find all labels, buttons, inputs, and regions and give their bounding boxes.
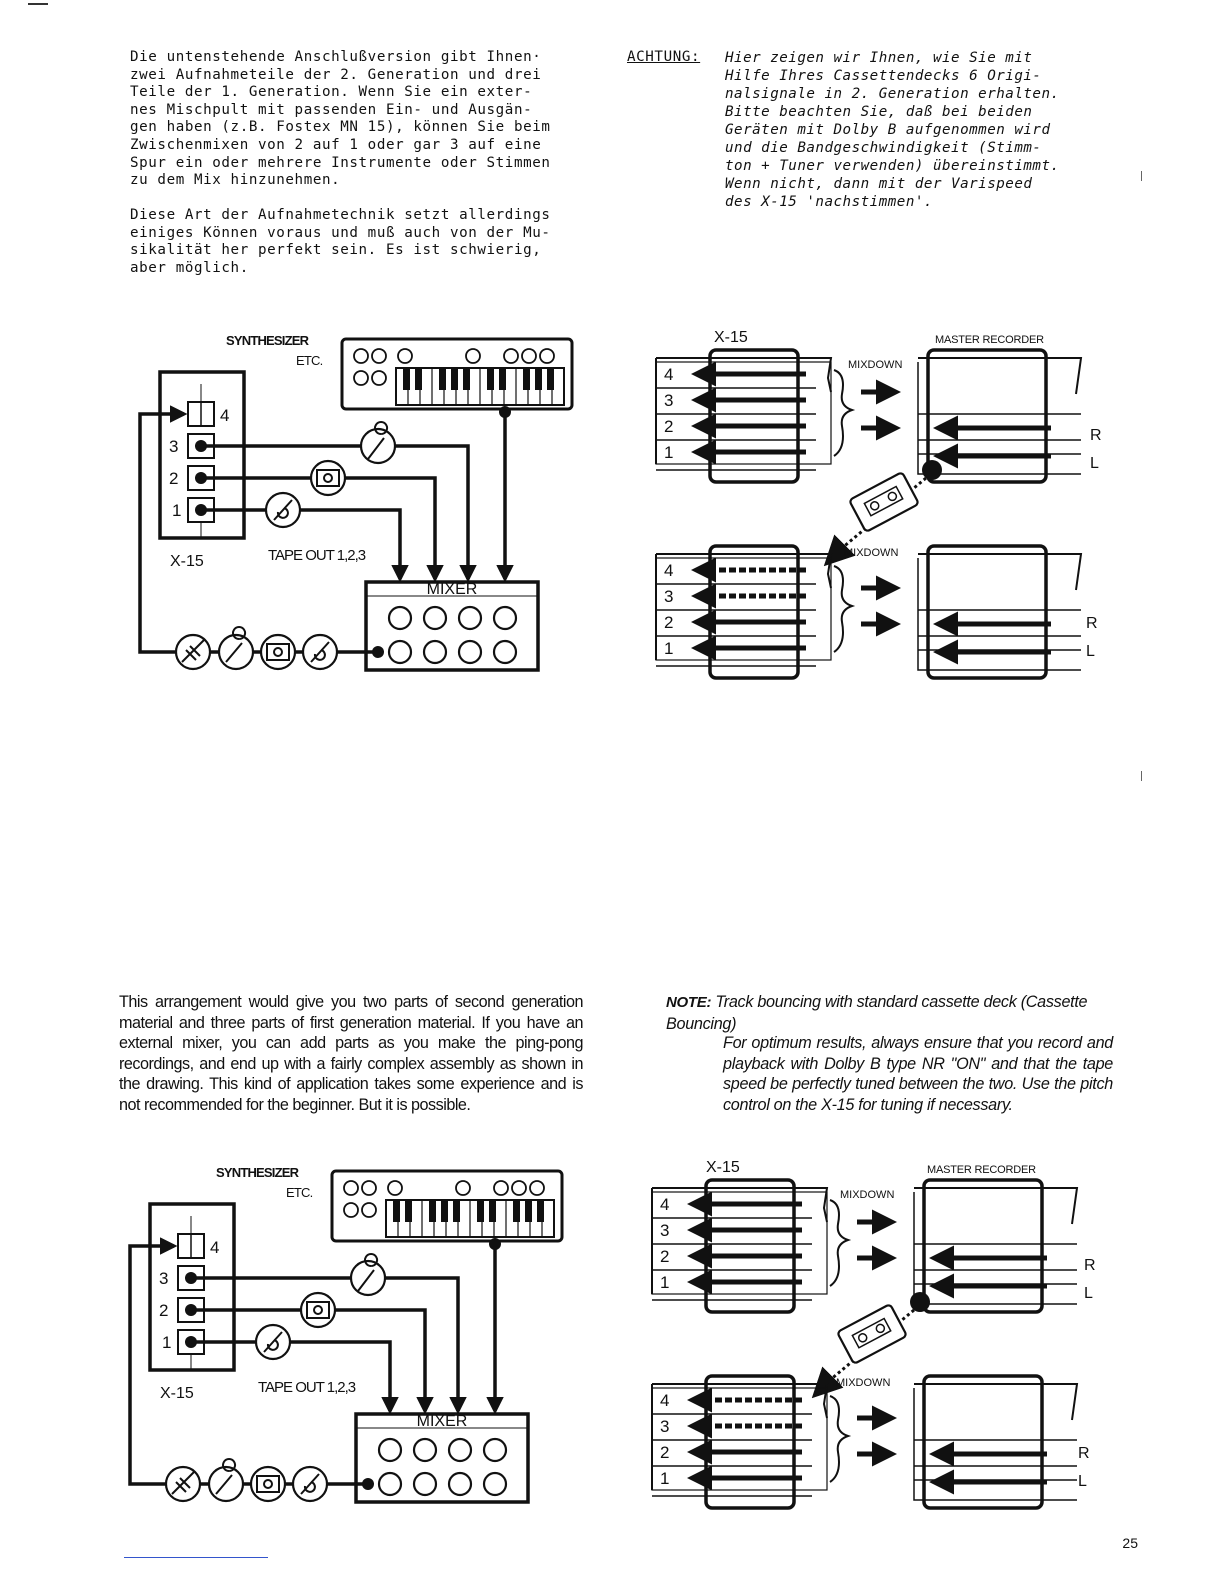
corner-mark — [28, 3, 48, 5]
track-3-label: 3 — [159, 1269, 169, 1288]
tape-out-label: TAPE OUT 1,2,3 — [268, 547, 366, 564]
english-note-title: Track bouncing with standard cassette deck (Cassette Bouncing) — [666, 993, 1088, 1033]
track-4-label: 4 — [220, 406, 230, 425]
wiring-diagram-top — [128, 334, 588, 684]
synth-label: SYNTHESIZER — [226, 333, 309, 348]
track-4-label: 4 — [210, 1238, 220, 1257]
english-paragraph: This arrangement would give you two parts of second generation material and three parts of first generation material. If you have an external mixer, you can add parts as you make the ping-pong recordings, and end up with a fairly complex assembly as shown in the drawing. This kind of application takes some experience and is not recommended for the beginner. But it is possible. — [119, 993, 583, 1114]
tape-out-label: TAPE OUT 1,2,3 — [258, 1379, 356, 1396]
track-2-label: 2 — [169, 469, 179, 488]
wiring-diagram-bottom — [118, 1166, 578, 1516]
track-2-label: 2 — [159, 1301, 169, 1320]
english-note — [666, 992, 1114, 1034]
track-1-label: 1 — [162, 1333, 172, 1352]
track-4: 4 — [660, 1391, 670, 1410]
channel-r: R — [1090, 427, 1102, 444]
etc-label: ETC. — [286, 1185, 313, 1200]
track-2: 2 — [664, 613, 674, 632]
deck-label: X-15 — [170, 553, 204, 570]
german-note-text: Hier zeigen wir Ihnen, wie Sie mit Hilfe Ihres Cassettendecks 6 Origi- nalsignale in 2. Generation erhalten. Bitte beachten Sie, daß bei beiden Geräten mit Dolby B aufgenommen wird und die Bandgeschwindigkeit (Stimm- ton + Tuner verwenden) übereinstimmt. Wenn nicht, dann mit der Varispeed des X-15 'nachstimmen'. — [725, 50, 1060, 210]
deck-label: X-15 — [160, 1385, 194, 1402]
track-3: 3 — [664, 587, 674, 606]
track-2: 2 — [660, 1443, 670, 1462]
track-3-label: 3 — [169, 437, 179, 456]
mixer-label: MIXER — [416, 1413, 468, 1430]
track-1: 1 — [664, 443, 674, 462]
etc-label: ETC. — [296, 353, 323, 368]
channel-r: R — [1084, 1257, 1096, 1274]
channel-r: R — [1078, 1445, 1090, 1462]
x15-label: X-15 — [706, 1159, 740, 1176]
track-4: 4 — [664, 365, 674, 384]
bounce-diagram-top — [652, 326, 1112, 686]
margin-mark — [1141, 171, 1142, 181]
track-2: 2 — [660, 1247, 670, 1266]
track-3: 3 — [664, 391, 674, 410]
track-1: 1 — [660, 1273, 670, 1292]
master-recorder-label: MASTER RECORDER — [935, 334, 1044, 346]
english-note-label: NOTE: — [666, 994, 712, 1011]
x15-label: X-15 — [714, 329, 748, 346]
german-paragraph-1: Die untenstehende Anschlußversion gibt Ihnen· zwei Aufnahmeteile der 2. Generation und drei Teile der 1. Generation. Wenn Sie ein exter- nes Mischpult mit passenden Ein- und Ausgän- gen haben (z.B. Fostex MN 15), können Sie beim Zwischenmixen von 2 auf 1 oder gar 3 auf eine Spur ein oder mehrere Instrumente oder Stimmen zu dem Mix hinzunehmen. — [130, 49, 551, 189]
mixdown-label: MIXDOWN — [848, 359, 903, 371]
synth-label: SYNTHESIZER — [216, 1165, 299, 1180]
bounce-diagram-bottom — [648, 1156, 1108, 1516]
channel-r: R — [1086, 615, 1098, 632]
track-1: 1 — [664, 639, 674, 658]
track-1: 1 — [660, 1469, 670, 1488]
margin-mark — [1141, 771, 1142, 781]
channel-l: L — [1090, 455, 1099, 472]
master-recorder-label: MASTER RECORDER — [927, 1164, 1036, 1176]
track-1-label: 1 — [172, 501, 182, 520]
track-4: 4 — [664, 561, 674, 580]
track-2: 2 — [664, 417, 674, 436]
page-number: 25 — [1122, 1535, 1138, 1551]
footer-rule — [124, 1557, 268, 1558]
channel-l: L — [1086, 643, 1095, 660]
channel-l: L — [1078, 1473, 1087, 1490]
track-3: 3 — [660, 1221, 670, 1240]
german-note-label: ACHTUNG: — [627, 49, 701, 65]
english-note-text: For optimum results, always ensure that you record and playback with Dolby B type NR "ON" and that the tape speed be perfectly tuned between the two. Use the pitch control on the X-15 for tuning if necessary. — [723, 1034, 1113, 1114]
track-4: 4 — [660, 1195, 670, 1214]
track-3: 3 — [660, 1417, 670, 1436]
mixdown-label: MIXDOWN — [840, 1189, 895, 1201]
channel-l: L — [1084, 1285, 1093, 1302]
mixdown-label: MIXDOWN — [844, 547, 899, 559]
mixer-label: MIXER — [426, 581, 478, 598]
mixdown-label: MIXDOWN — [836, 1377, 891, 1389]
german-paragraph-2: Diese Art der Aufnahmetechnik setzt allerdings einiges Können voraus und muß auch von der Mu- sikalität her perfekt sein. Es ist schwierig, aber möglich. — [130, 207, 551, 276]
